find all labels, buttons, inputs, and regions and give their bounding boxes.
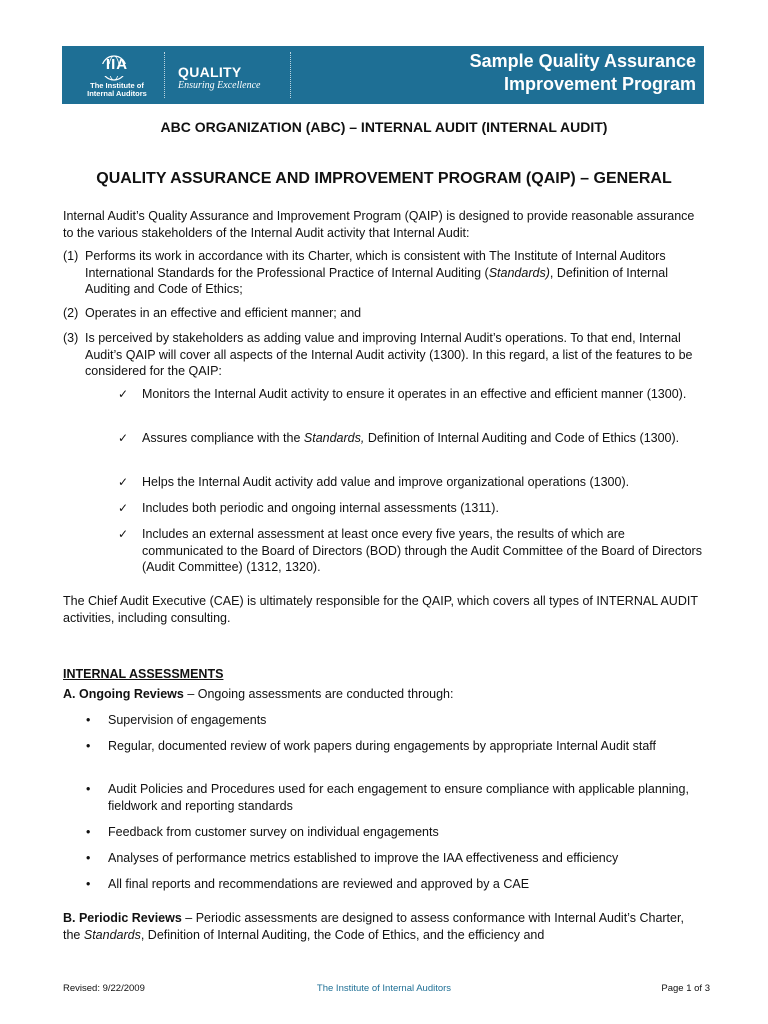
tagline: Ensuring Excellence <box>178 80 261 91</box>
bullet-icon: • <box>86 782 91 796</box>
checkmark-icon: ✓ <box>118 527 129 541</box>
check-item: ✓ Assures compliance with the Standards, Definition of Internal Auditing and Code of Ethics (1300). <box>118 431 680 445</box>
bullet-icon: • <box>86 713 91 727</box>
header-banner <box>62 46 704 104</box>
list-item: • All final reports and recommendations are reviewed and approved by a CAE <box>86 877 530 891</box>
check-item: ✓ Monitors the Internal Audit activity to ensure it operates in an effective and efficient manner (1300). <box>118 387 687 401</box>
internal-assessments-heading: INTERNAL ASSESSMENTS <box>63 667 224 681</box>
list-item: • Supervision of engagements <box>86 713 267 727</box>
check-item: ✓ Includes an external assessment at least once every five years, the results of which are communicated to the Board of Directors (BOD) through the Audit Committee of the Board of Directors (Audit Committee) (1312, 1320). <box>118 527 702 574</box>
periodic-reviews-paragraph: B. Periodic Reviews – Periodic assessments are designed to assess conformance with Internal Audit’s Charter, the Standards, Definition of Internal Auditing, the Code of Ethics, and the efficiency and <box>63 911 684 942</box>
periodic-reviews-label: B. Periodic Reviews <box>63 911 182 925</box>
list-item: • Audit Policies and Procedures used for each engagement to ensure compliance with applicable planning, fieldwork and reporting standards <box>86 782 689 813</box>
logo-text <box>82 82 152 98</box>
item-number: (1) <box>63 249 79 263</box>
footer-revised: Revised: 9/22/2009 <box>63 983 145 994</box>
check-item: ✓ Includes both periodic and ongoing internal assessments (1311). <box>118 501 499 515</box>
checkmark-icon: ✓ <box>118 501 129 515</box>
bullet-icon: • <box>86 825 91 839</box>
footer-page-number: Page 1 of 3 <box>661 983 710 994</box>
check-item: ✓ Helps the Internal Audit activity add value and improve organizational operations (1300). <box>118 475 630 489</box>
item-text: Is perceived by stakeholders as adding value and improving Internal Audit’s operations. To that end, Internal Audit’s QAIP will cover all aspects of the Internal Audit activity (1300). In this regard, a list of the features to be considered for the QAIP: <box>85 331 693 378</box>
divider <box>164 52 165 98</box>
bullet-icon: • <box>86 851 91 865</box>
logo-abbr: IIA <box>105 56 129 73</box>
bullet-icon: • <box>86 739 91 753</box>
org-heading: ABC ORGANIZATION (ABC) – INTERNAL AUDIT (INTERNAL AUDIT) <box>160 119 608 135</box>
numbered-item-1 <box>63 248 703 298</box>
list-item: • Analyses of performance metrics established to improve the IAA effectiveness and efficiency <box>86 851 619 865</box>
item-number: (2) <box>63 306 79 320</box>
numbered-item-2 <box>63 305 703 322</box>
quality-label: QUALITY <box>178 64 242 80</box>
list-item: • Regular, documented review of work papers during engagements by appropriate Internal Audit staff <box>86 739 657 753</box>
footer-organization: The Institute of Internal Auditors <box>316 983 452 994</box>
title-line-2: Improvement Program <box>503 74 696 94</box>
divider <box>290 52 291 98</box>
main-heading: QUALITY ASSURANCE AND IMPROVEMENT PROGRAM (QAIP) – GENERAL <box>96 170 672 187</box>
item-number: (3) <box>63 331 79 345</box>
bullet-icon: • <box>86 877 91 891</box>
intro-paragraph: Internal Audit’s Quality Assurance and Improvement Program (QAIP) is designed to provide reasonable assurance to the various stakeholders of the Internal Audit activity that Internal Audit: <box>63 209 695 240</box>
cae-paragraph: The Chief Audit Executive (CAE) is ultimately responsible for the QAIP, which covers all types of INTERNAL AUDIT activities, including consulting. <box>63 594 698 625</box>
ongoing-reviews-heading: A. Ongoing Reviews – Ongoing assessments are conducted through: <box>63 687 454 701</box>
item-text: Operates in an effective and efficient manner; and <box>85 306 362 320</box>
list-item: • Feedback from customer survey on individual engagements <box>86 825 439 839</box>
logo-line-2: Internal Auditors <box>87 89 147 98</box>
title-line-1: Sample Quality Assurance <box>469 51 696 71</box>
logo-line-1: The Institute of <box>90 81 144 90</box>
checkmark-icon: ✓ <box>118 431 129 445</box>
numbered-item-3 <box>63 330 703 380</box>
item-text: Performs its work in accordance with its Charter, which is consistent with The Institute of Internal Auditors International Standards for the Professional Practice of Internal Auditing (Standards), Definition of Internal Auditing and Code of Ethics; <box>85 249 668 296</box>
document-title <box>470 50 696 96</box>
checkmark-icon: ✓ <box>118 387 129 401</box>
checkmark-icon: ✓ <box>118 475 129 489</box>
